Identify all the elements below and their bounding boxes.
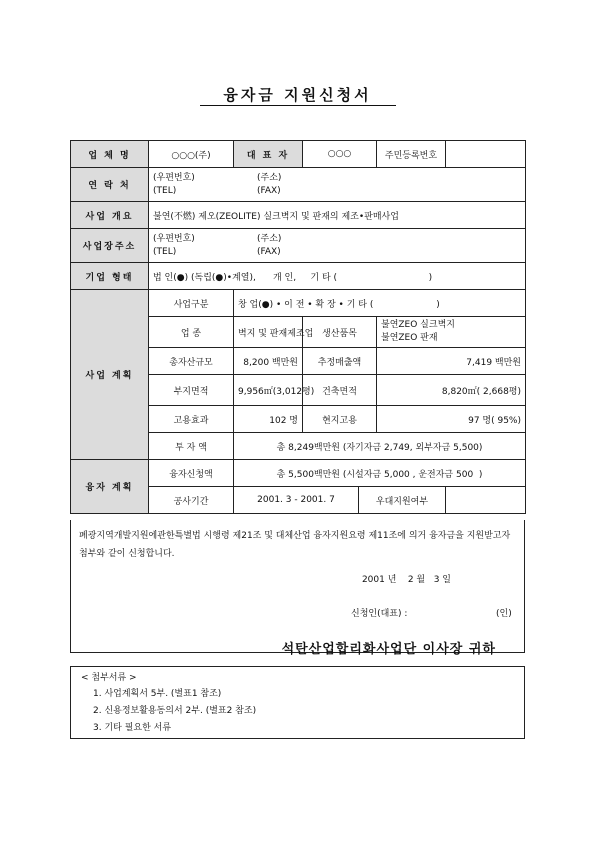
site-row [71,229,526,263]
site-zip: (우편번호) [153,233,195,244]
loan-label: 융자 계획 [71,460,149,514]
product-line-1: 불연ZEO 실크벽지 [381,320,455,330]
contact-tel: (TEL) [153,185,177,196]
company-row [71,141,526,168]
declaration-text: 폐광지역개발지원에관한특별법 시행령 제21조 및 대체산업 융자지원요령 제11조에 의거 융자금을 지원받고자 첨부와 같이 신청합니다. [79,531,511,559]
application-form-table [70,140,526,514]
scale-label: 총자산규모 [149,348,234,375]
site-label: 사업장주소 [71,229,149,263]
product-label: 생산품목 [303,317,377,348]
applicant-label: 신청인(대표) : [351,609,408,619]
investment-value: 총 8,249백만원 (자기자금 2,749, 외부자금 5,500) [234,433,526,460]
sales-label: 추정매출액 [303,348,377,375]
title-underline [200,105,396,106]
category-value: 창 업(●) • 이 전 • 확 장 • 기 타 ( ) [234,290,526,317]
corp-type-row [71,263,526,290]
priority-label: 우대지원여부 [359,487,446,514]
category-label: 사업구분 [149,290,234,317]
employment-value: 102 명 [234,406,303,433]
loan-apply-label: 융자신청액 [149,460,234,487]
contact-fax: (FAX) [257,185,281,196]
plan-label: 사업 계획 [71,290,149,460]
industry-value: 벽지 및 판재제조업 [234,317,303,348]
seal-mark: (인) [496,609,512,619]
company-label: 업 체 명 [71,141,149,168]
contact-value [149,168,526,202]
contact-zip: (우편번호) [153,172,195,183]
document-title: 융자금 지원신청서 [223,86,372,104]
representative-name: ○○○ [303,141,377,168]
attachments-header: < 첨부서류 > [81,673,137,683]
overview-label: 사업 개요 [71,202,149,229]
site-tel: (TEL) [153,246,177,257]
building-label: 건축면적 [303,375,377,406]
product-line-2: 불연ZEO 판재 [381,333,438,343]
declaration-section [70,520,525,657]
attachment-item: 2. 신용정보활용동의서 2부. (별표2 참조) [93,706,257,716]
loan-apply-row [71,460,526,487]
overview-value: 불연(不燃) 제오(ZEOLITE) 실크벽지 및 판재의 제조•판매사업 [149,202,526,229]
attachment-item: 1. 사업계획서 5부. (별표1 참조) [93,689,222,699]
sales-value: 7,419 백만원 [377,348,526,375]
scale-value: 8,200 백만원 [234,348,303,375]
attachment-item: 3. 기타 필요한 서류 [93,723,172,733]
priority-value [446,487,526,514]
recipient-line: 석탄산업합리화사업단 이사장 귀하 [281,642,496,657]
period-value: 2001. 3 - 2001. 7 [234,487,359,514]
land-label: 부지면적 [149,375,234,406]
contact-label: 연 락 처 [71,168,149,202]
overview-row [71,202,526,229]
corp-type-label: 기업 형태 [71,263,149,290]
site-fax: (FAX) [257,246,281,257]
loan-apply-value: 총 5,500백만원 (시설자금 5,000 , 운전자금 500 ) [234,460,526,487]
site-value [149,229,526,263]
contact-row [71,168,526,202]
investment-label: 투 자 액 [149,433,234,460]
building-value: 8,820㎡( 2,668평) [377,375,526,406]
attachments-box [70,666,525,739]
industry-label: 업 종 [149,317,234,348]
registration-number [446,141,526,168]
employment-label: 고용효과 [149,406,234,433]
corp-type-value: 법 인(●) (독립(●)•계열), 개 인, 기 타 ( ) [149,263,526,290]
site-address: (주소) [257,233,282,244]
contact-address: (주소) [257,172,282,183]
application-date: 2001 년 2 월 3 일 [361,575,451,585]
representative-label: 대 표 자 [234,141,303,168]
registration-label: 주민등록번호 [377,141,446,168]
land-value: 9,956㎡(3,012평) [234,375,303,406]
product-value [377,317,526,348]
local-hire-label: 현지고용 [303,406,377,433]
local-hire-value: 97 명( 95%) [377,406,526,433]
plan-category-row [71,290,526,317]
company-name: ○○○(주) [149,141,234,168]
period-label: 공사기간 [149,487,234,514]
